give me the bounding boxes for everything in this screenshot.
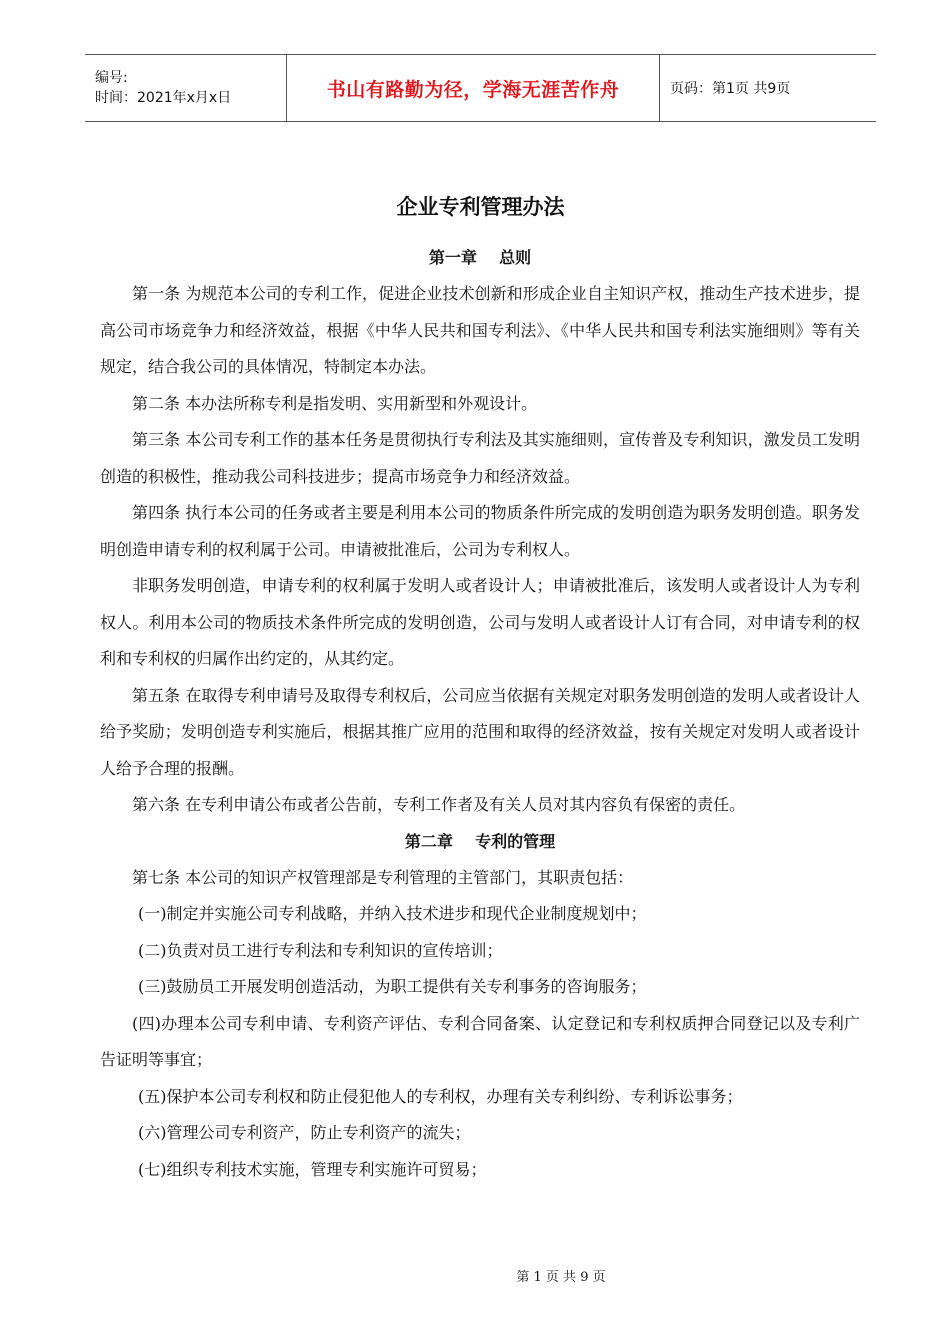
- article-paragraph: 第六条 在专利申请公布或者公告前，专利工作者及有关人员对其内容负有保密的责任。: [132, 795, 746, 814]
- article-paragraph: 第二条 本办法所称专利是指发明、实用新型和外观设计。: [132, 393, 538, 413]
- article-paragraph: 第三条 本公司专利工作的基本任务是贯彻执行专利法及其实施细则，宣传普及专利知识，激发员工发明创造的积极性，推动我公司科技进步；提高市场竞争力和经济效益。: [100, 430, 860, 486]
- header-meta: [85, 55, 287, 121]
- document-body: [100, 240, 860, 1188]
- article-paragraph: 第七条 本公司的知识产权管理部是专利管理的主管部门，其职责包括：: [132, 867, 634, 887]
- number-label: 编号:: [95, 70, 128, 86]
- list-item: (六)管理公司专利资产，防止专利资产的流失；: [138, 1123, 471, 1142]
- header-page-info: 页码：第1页 共9页: [670, 81, 791, 97]
- header-motto-cell: [287, 55, 660, 121]
- time-label: 时间：2021年x月x日: [95, 90, 232, 106]
- article-paragraph: 第五条 在取得专利申请号及取得专利权后，公司应当依据有关规定对职务发明创造的发明人或者设计人给予奖励；发明创造专利实施后，根据其推广应用的范围和取得的经济效益，按有关规定对发明人或者设计人给予合理的报酬。: [100, 685, 860, 778]
- list-item: (二)负责对员工进行专利法和专利知识的宣传培训；: [138, 940, 503, 960]
- list-item: (四)办理本公司专利申请、专利资产评估、专利合同备案、认定登记和专利权质押合同登记以及专利广告证明等事宜；: [100, 1013, 860, 1069]
- chapter-heading: 第二章 专利的管理: [404, 831, 556, 851]
- list-item: (三)鼓励员工开展发明创造活动，为职工提供有关专利事务的咨询服务；: [138, 977, 647, 996]
- page-footer: 第 1 页 共 9 页: [516, 1270, 606, 1285]
- document-title: 企业专利管理办法: [396, 195, 565, 219]
- chapter-heading: 第一章 总则: [428, 248, 532, 267]
- list-item: (七)组织专利技术实施，管理专利实施许可贸易；: [138, 1159, 487, 1179]
- article-paragraph: 非职务发明创造，申请专利的权利属于发明人或者设计人；申请被批准后，该发明人或者设计人为专利权人。利用本公司的物质技术条件所完成的发明创造，公司与发明人或者设计人订有合同，对申请专利的权利和专利权的归属作出约定的，从其约定。: [100, 576, 860, 668]
- page-header: [85, 54, 876, 122]
- list-item: (一)制定并实施公司专利战略，并纳入技术进步和现代企业制度规划中；: [138, 904, 647, 923]
- article-paragraph: 第四条 执行本公司的任务或者主要是利用本公司的物质条件所完成的发明创造为职务发明创造。职务发明创造申请专利的权利属于公司。申请被批准后，公司为专利权人。: [100, 503, 860, 559]
- header-motto: 书山有路勤为径，学海无涯苦作舟: [326, 78, 620, 101]
- list-item: (五)保护本公司专利权和防止侵犯他人的专利权，办理有关专利纠纷、专利诉讼事务；: [138, 1086, 743, 1106]
- article-paragraph: 第一条 为规范本公司的专利工作，促进企业技术创新和形成企业自主知识产权，推动生产技术进步，提高公司市场竞争力和经济效益，根据《中华人民共和国专利法》、《中华人民共和国专利法实施细则》等有关规定，结合我公司的具体情况，特制定本办法。: [100, 284, 860, 376]
